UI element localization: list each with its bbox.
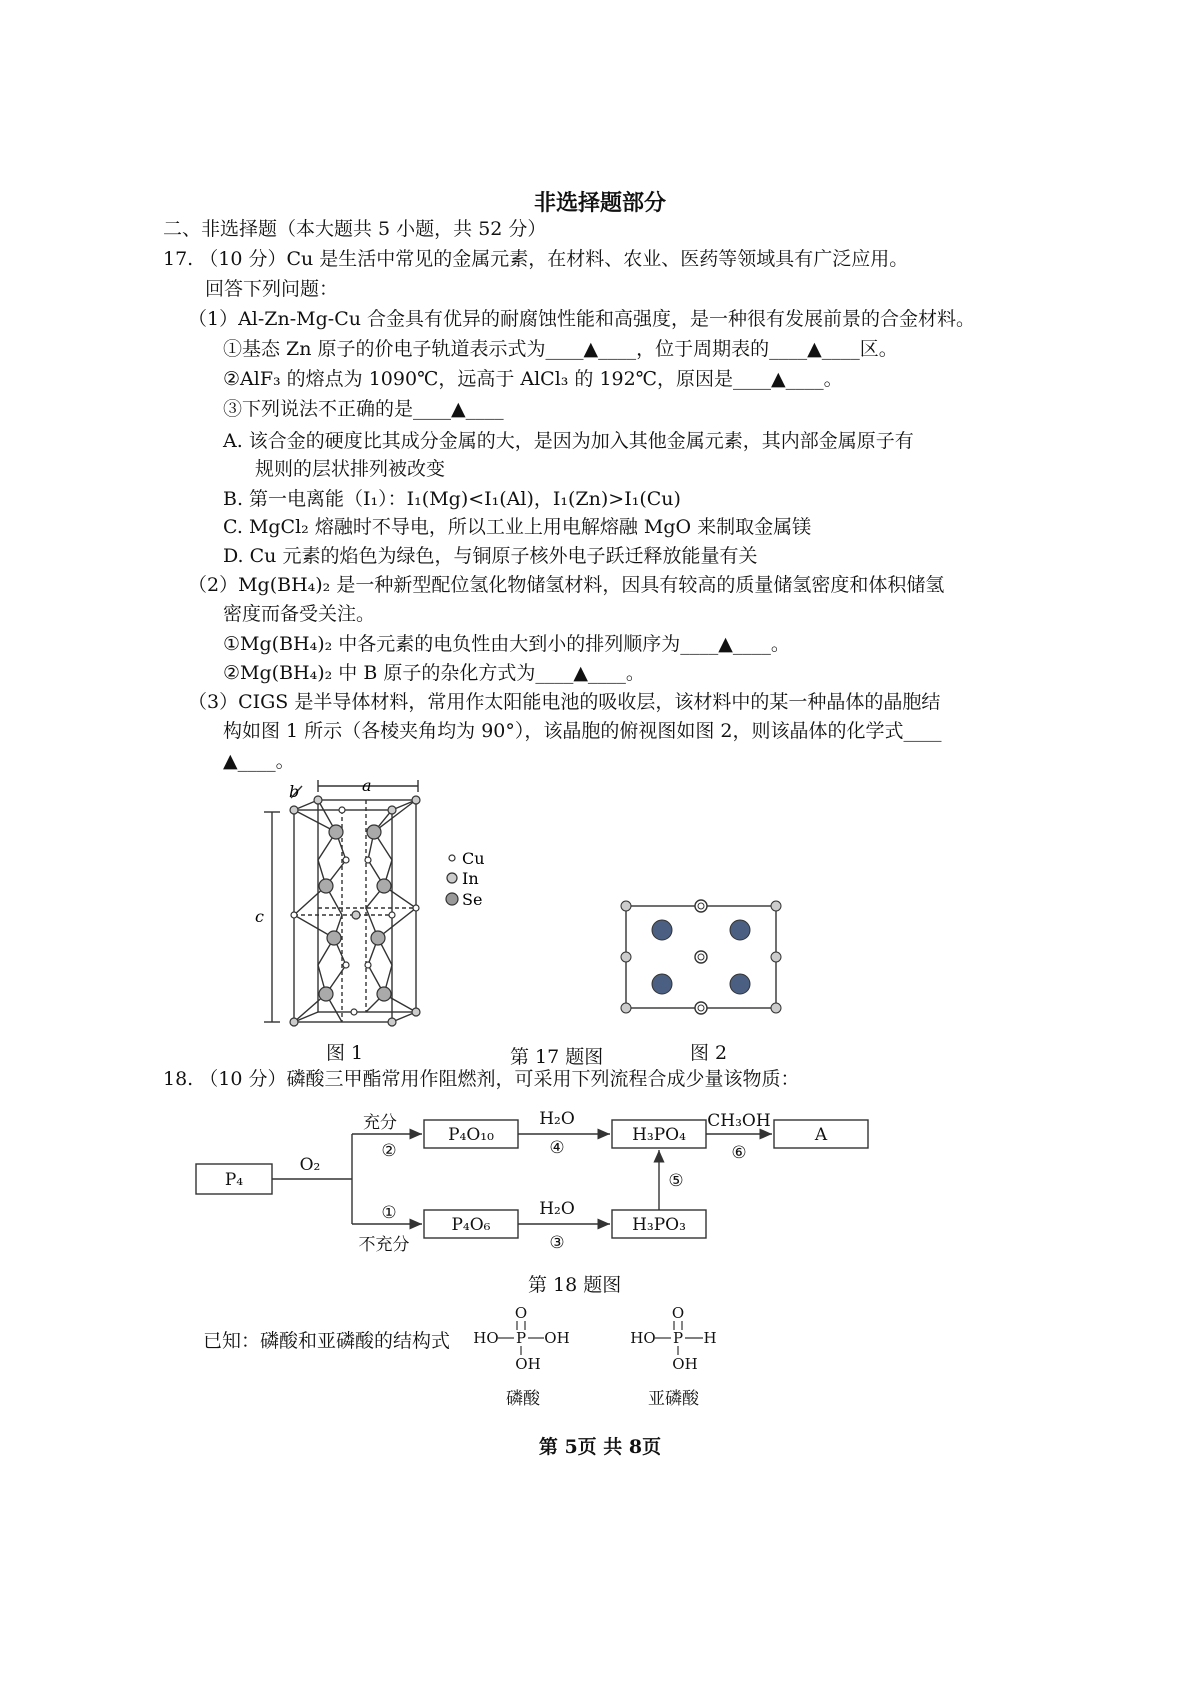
label-p4o6: P₄O₆	[451, 1215, 491, 1235]
legend-in: In	[462, 869, 479, 888]
q17-part1-b: ②AlF₃ 的熔点为 1090℃，远高于 AlCl₃ 的 192℃，原因是____▲____。	[223, 368, 843, 390]
q17-part1-a: ①基态 Zn 原子的价电子轨道表示式为____▲____，位于周期表的____▲____区。	[223, 338, 898, 360]
option-a-line2: 规则的层状排列被改变	[255, 458, 446, 480]
label-a: A	[814, 1125, 828, 1145]
q17-part3-line1: （3）CIGS 是半导体材料，常用作太阳能电池的吸收层，该材料中的某一种晶体的晶胞结	[188, 691, 941, 713]
phosphorous-acid-structure	[630, 1304, 716, 1373]
option-a-line1: A. 该合金的硬度比其成分金属的大，是因为加入其他金属元素，其内部金属原子有	[223, 430, 914, 452]
label-p4: P₄	[224, 1170, 244, 1190]
label-h2o-bottom: H₂O	[539, 1199, 575, 1219]
phosphorous-acid-name: 亚磷酸	[648, 1389, 699, 1409]
svg-text:OH: OH	[672, 1355, 698, 1373]
figure-18-caption: 第 18 题图	[528, 1274, 622, 1296]
label-h2o-top: H₂O	[539, 1109, 575, 1129]
step-2: ②	[381, 1141, 397, 1161]
q17-part2-intro-2: 密度而备受关注。	[223, 603, 376, 625]
step-1: ①	[381, 1203, 397, 1223]
label-insufficient: 不充分	[358, 1235, 410, 1255]
label-o2: O₂	[299, 1155, 321, 1175]
label-sufficient: 充分	[363, 1113, 397, 1133]
svg-text:HO: HO	[630, 1329, 656, 1347]
figure-17-caption: 第 17 题图	[510, 1046, 604, 1068]
q17-part1-intro: （1）Al-Zn-Mg-Cu 合金具有优异的耐腐蚀性能和高强度，是一种很有发展前景的合金材料。	[188, 308, 976, 330]
q17-part1-c: ③下列说法不正确的是____▲____	[223, 398, 504, 420]
label-h3po3: H₃PO₃	[632, 1215, 686, 1235]
figure-2-caption: 图 2	[690, 1042, 728, 1064]
q17-part2-a: ①Mg(BH₄)₂ 中各元素的电负性由大到小的排列顺序为____▲____。	[223, 633, 790, 655]
q17-part3-line2: 构如图 1 所示（各棱夹角均为 90°），该晶胞的俯视图如图 2，则该晶体的化学式____	[223, 720, 942, 742]
label-h3po4: H₃PO₄	[632, 1125, 686, 1145]
svg-text:O: O	[671, 1304, 685, 1322]
svg-text:HO: HO	[473, 1329, 499, 1347]
figure-1-caption: 图 1	[326, 1042, 364, 1064]
svg-text:OH: OH	[544, 1329, 570, 1347]
axis-c-label: c	[255, 907, 264, 926]
option-c: C. MgCl₂ 熔融时不导电，所以工业上用电解熔融 MgO 来制取金属镁	[223, 516, 812, 538]
section-title: 非选择题部分	[533, 190, 666, 216]
known-statement: 已知：磷酸和亚磷酸的结构式	[203, 1330, 451, 1352]
q17-part3-line3: ▲____。	[223, 750, 295, 772]
label-ch3oh: CH₃OH	[707, 1111, 771, 1131]
axis-a-label: a	[362, 776, 372, 795]
axis-b-label: b	[289, 782, 300, 801]
q17-part2-intro: （2）Mg(BH₄)₂ 是一种新型配位氢化物储氢材料，因具有较高的质量储氢密度和体积储氢	[188, 574, 945, 596]
legend-se: Se	[462, 890, 483, 909]
phosphoric-acid-structure	[473, 1304, 569, 1373]
option-d: D. Cu 元素的焰色为绿色，与铜原子核外电子跃迁释放能量有关	[223, 545, 758, 567]
label-p4o10: P₄O₁₀	[448, 1125, 494, 1145]
step-6: ⑥	[731, 1143, 747, 1163]
phosphoric-acid-name: 磷酸	[506, 1389, 540, 1409]
svg-text:OH: OH	[515, 1355, 541, 1373]
svg-text:P: P	[672, 1329, 684, 1347]
q17-stem: 17. （10 分）Cu 是生活中常见的金属元素，在材料、农业、医药等领域具有广泛应用。	[163, 248, 909, 270]
option-b: B. 第一电离能（I₁）：I₁(Mg)<I₁(Al)，I₁(Zn)>I₁(Cu)	[223, 488, 681, 510]
svg-text:O: O	[514, 1304, 528, 1322]
q18-stem: 18. （10 分）磷酸三甲酯常用作阻燃剂，可采用下列流程合成少量该物质：	[163, 1068, 800, 1090]
step-5: ⑤	[668, 1171, 684, 1191]
legend-cu: Cu	[462, 849, 485, 868]
svg-text:H: H	[703, 1329, 717, 1347]
q17-stem-2: 回答下列问题：	[205, 278, 339, 300]
section-intro: 二、非选择题（本大题共 5 小题，共 52 分）	[163, 218, 547, 240]
page-footer: 第 5页 共 8页	[538, 1436, 662, 1458]
step-4: ④	[549, 1138, 565, 1158]
q17-part2-b: ②Mg(BH₄)₂ 中 B 原子的杂化方式为____▲____。	[223, 662, 645, 684]
svg-text:P: P	[515, 1329, 527, 1347]
step-3: ③	[549, 1233, 565, 1253]
